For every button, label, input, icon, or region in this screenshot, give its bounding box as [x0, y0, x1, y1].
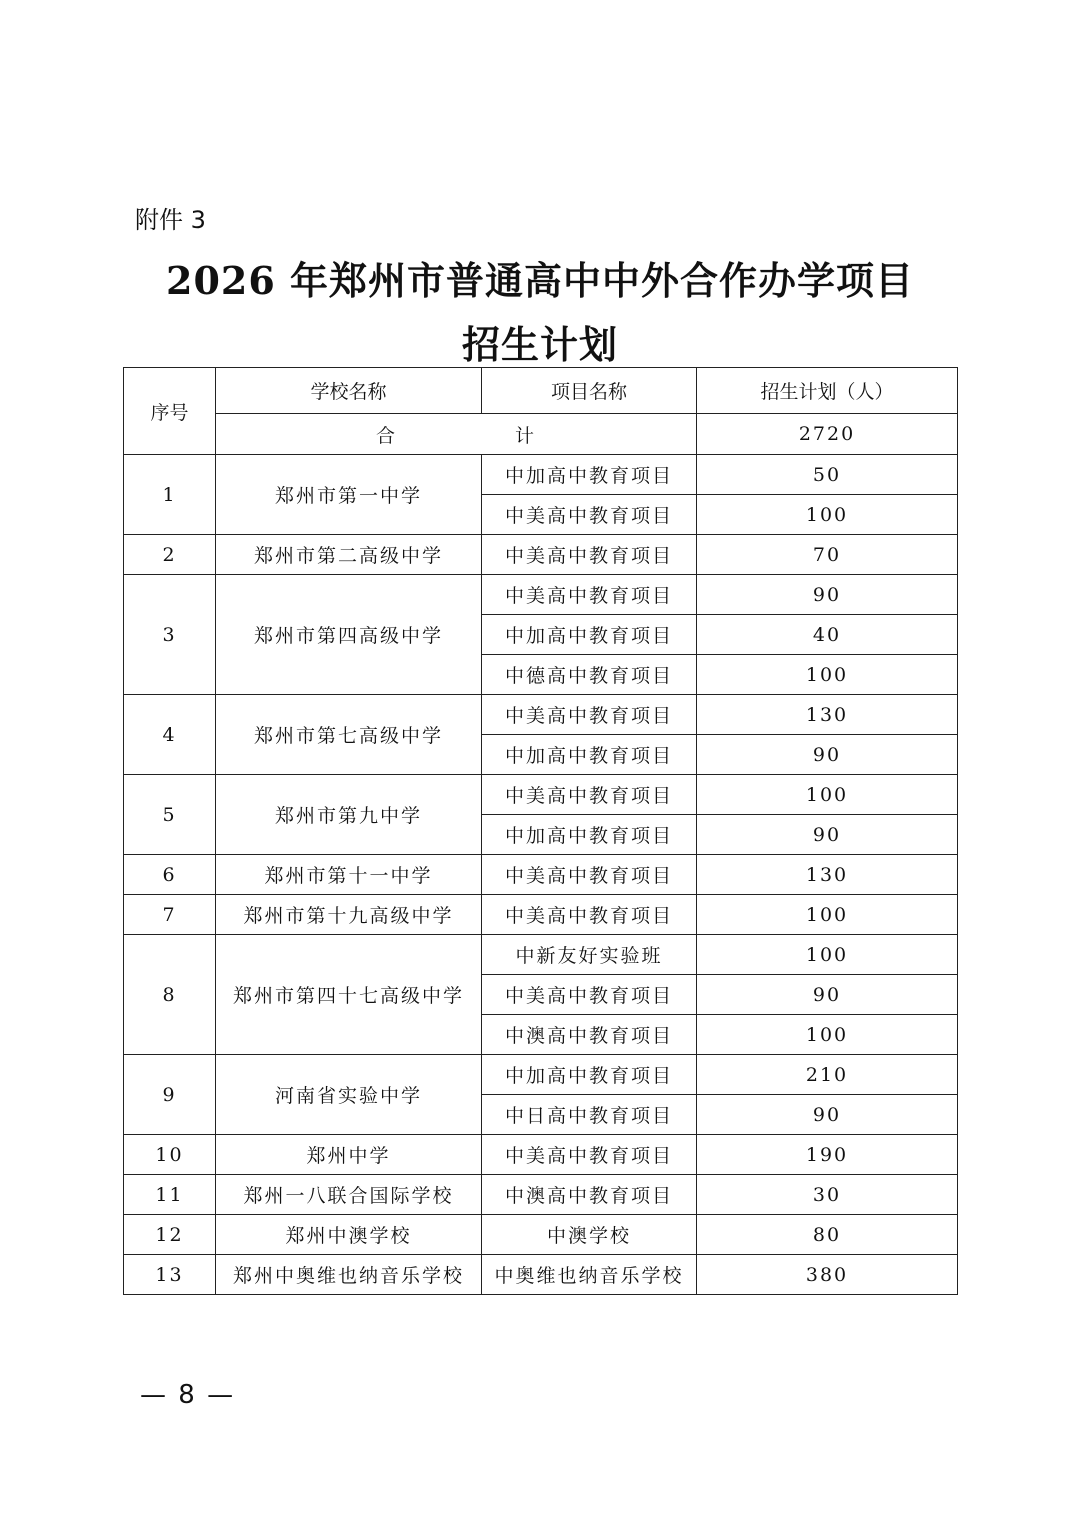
total-row — [124, 414, 958, 455]
header-index: 序号 — [124, 368, 216, 455]
project-name: 中新友好实验班 — [482, 935, 697, 975]
table-row — [124, 1175, 958, 1215]
header-plan: 招生计划（人） — [697, 368, 958, 414]
school-name: 河南省实验中学 — [216, 1055, 482, 1135]
plan-count: 380 — [697, 1255, 958, 1295]
project-name: 中德高中教育项目 — [482, 655, 697, 695]
plan-count: 30 — [697, 1175, 958, 1215]
total-label-cell — [216, 414, 697, 455]
project-name: 中加高中教育项目 — [482, 735, 697, 775]
school-name: 郑州市第十九高级中学 — [216, 895, 482, 935]
table-row — [124, 1135, 958, 1175]
table-row — [124, 455, 958, 495]
table-row — [124, 1055, 958, 1095]
plan-count: 100 — [697, 775, 958, 815]
project-name: 中美高中教育项目 — [482, 855, 697, 895]
plan-count: 90 — [697, 575, 958, 615]
plan-count: 100 — [697, 1015, 958, 1055]
school-name: 郑州市第九中学 — [216, 775, 482, 855]
school-name: 郑州一八联合国际学校 — [216, 1175, 482, 1215]
table-row — [124, 895, 958, 935]
table-row — [124, 935, 958, 975]
project-name: 中澳高中教育项目 — [482, 1015, 697, 1055]
school-name: 郑州中奥维也纳音乐学校 — [216, 1255, 482, 1295]
plan-count: 210 — [697, 1055, 958, 1095]
document-subtitle: 招生计划 — [461, 322, 618, 367]
school-name: 郑州市第十一中学 — [216, 855, 482, 895]
plan-count: 100 — [697, 895, 958, 935]
plan-count: 90 — [697, 975, 958, 1015]
project-name: 中澳学校 — [482, 1215, 697, 1255]
plan-count: 80 — [697, 1215, 958, 1255]
row-index: 6 — [124, 855, 216, 895]
plan-count: 40 — [697, 615, 958, 655]
total-label: 合计 — [376, 424, 536, 447]
table-row — [124, 775, 958, 815]
plan-count: 70 — [697, 535, 958, 575]
project-name: 中加高中教育项目 — [482, 455, 697, 495]
project-name: 中美高中教育项目 — [482, 495, 697, 535]
project-name: 中奥维也纳音乐学校 — [482, 1255, 697, 1295]
project-name: 中美高中教育项目 — [482, 1135, 697, 1175]
school-name: 郑州市第四高级中学 — [216, 575, 482, 695]
project-name: 中美高中教育项目 — [482, 975, 697, 1015]
table-row — [124, 855, 958, 895]
row-index: 1 — [124, 455, 216, 535]
school-name: 郑州中澳学校 — [216, 1215, 482, 1255]
table-row — [124, 1255, 958, 1295]
row-index: 3 — [124, 575, 216, 695]
header-project: 项目名称 — [482, 368, 697, 414]
project-name: 中美高中教育项目 — [482, 575, 697, 615]
plan-count: 90 — [697, 815, 958, 855]
table-row — [124, 695, 958, 735]
plan-count: 130 — [697, 695, 958, 735]
document-title: 2026 年郑州市普通高中中外合作办学项目 — [166, 258, 914, 303]
plan-count: 190 — [697, 1135, 958, 1175]
school-name: 郑州市第七高级中学 — [216, 695, 482, 775]
header-school: 学校名称 — [216, 368, 482, 414]
row-index: 9 — [124, 1055, 216, 1135]
table-row — [124, 535, 958, 575]
school-name: 郑州市第一中学 — [216, 455, 482, 535]
project-name: 中加高中教育项目 — [482, 815, 697, 855]
project-name: 中加高中教育项目 — [482, 1055, 697, 1095]
attachment-label: 附件 3 — [135, 206, 206, 234]
table-row — [124, 575, 958, 615]
project-name: 中美高中教育项目 — [482, 895, 697, 935]
project-name: 中澳高中教育项目 — [482, 1175, 697, 1215]
row-index: 2 — [124, 535, 216, 575]
school-name: 郑州中学 — [216, 1135, 482, 1175]
row-index: 5 — [124, 775, 216, 855]
row-index: 13 — [124, 1255, 216, 1295]
table-header-row — [124, 368, 958, 414]
enrollment-plan-table — [123, 367, 958, 1295]
plan-count: 100 — [697, 935, 958, 975]
plan-count: 100 — [697, 495, 958, 535]
row-index: 12 — [124, 1215, 216, 1255]
school-name: 郑州市第二高级中学 — [216, 535, 482, 575]
plan-count: 90 — [697, 1095, 958, 1135]
row-index: 7 — [124, 895, 216, 935]
row-index: 11 — [124, 1175, 216, 1215]
project-name: 中日高中教育项目 — [482, 1095, 697, 1135]
table-row — [124, 1215, 958, 1255]
school-name: 郑州市第四十七高级中学 — [216, 935, 482, 1055]
project-name: 中美高中教育项目 — [482, 775, 697, 815]
plan-count: 130 — [697, 855, 958, 895]
row-index: 8 — [124, 935, 216, 1055]
total-value: 2720 — [697, 414, 958, 455]
project-name: 中美高中教育项目 — [482, 695, 697, 735]
row-index: 4 — [124, 695, 216, 775]
page-number: — 8 — — [140, 1380, 236, 1410]
plan-count: 100 — [697, 655, 958, 695]
row-index: 10 — [124, 1135, 216, 1175]
project-name: 中美高中教育项目 — [482, 535, 697, 575]
project-name: 中加高中教育项目 — [482, 615, 697, 655]
plan-count: 50 — [697, 455, 958, 495]
plan-count: 90 — [697, 735, 958, 775]
